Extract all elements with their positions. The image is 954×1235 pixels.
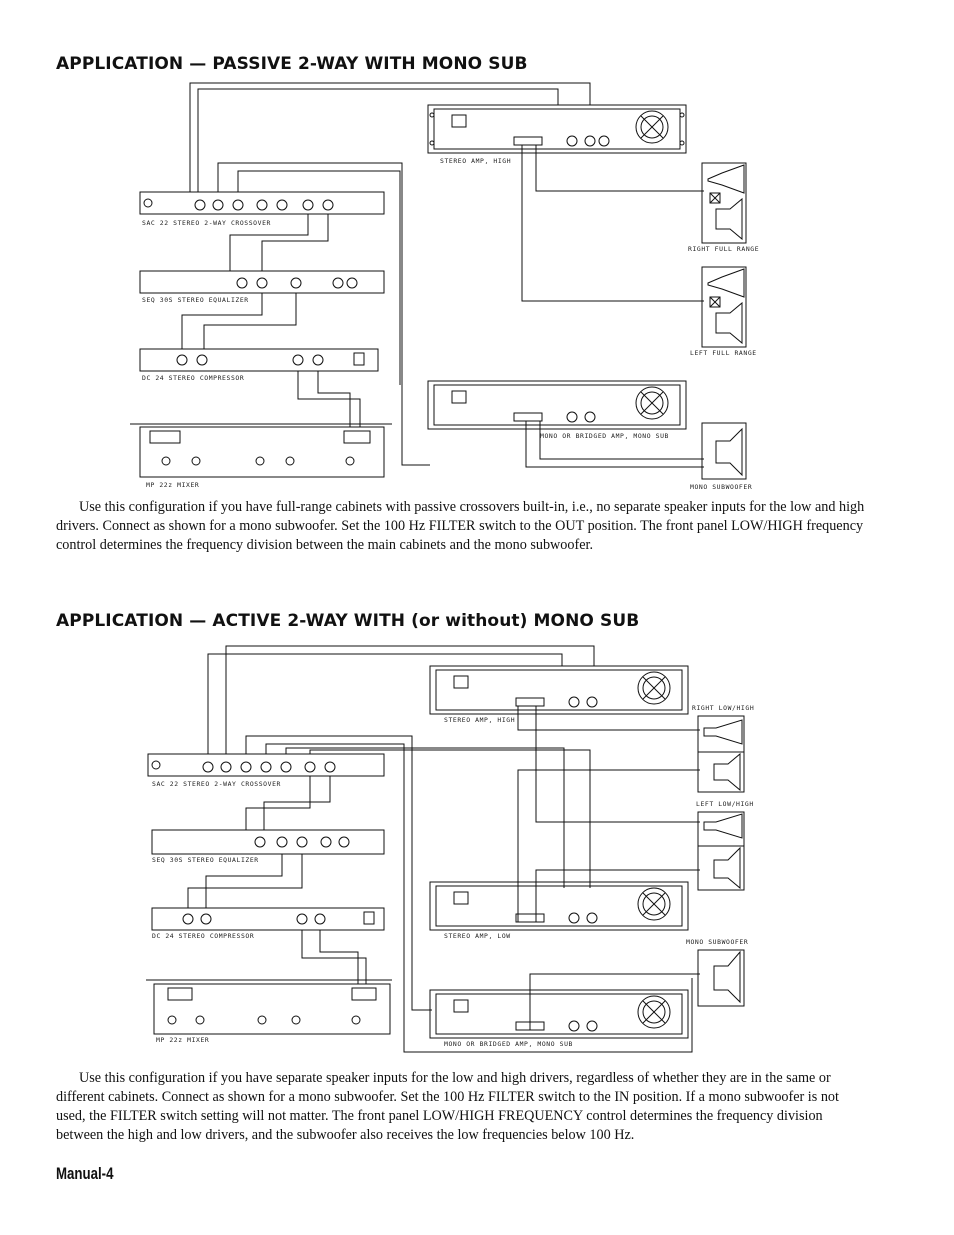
section1-paragraph: Use this configuration if you have full-range cabinets with passive crossovers built-in, i.e., no separate speaker inputs for the low and high drivers. Connect as shown for a mono subwoofer. Set the 100 Hz FILTER switch to the OUT position. The front panel LOW/HIGH frequency control determines the frequency division between the main cabinets and the mono subwoofer.	[56, 499, 865, 553]
equalizer-label: SEQ 30S STEREO EQUALIZER	[142, 296, 249, 304]
compressor-unit	[140, 349, 378, 371]
left-low-speaker	[698, 846, 744, 890]
crossover-label: SAC 22 STEREO 2-WAY CROSSOVER	[142, 219, 271, 227]
crossover2-unit	[148, 754, 384, 776]
amp-high-label: STEREO AMP, HIGH	[440, 157, 512, 165]
section2-heading: APPLICATION — ACTIVE 2-WAY WITH (or without) MONO SUB	[56, 611, 640, 631]
right2-label: RIGHT LOW/HIGH	[692, 704, 755, 712]
equalizer2-label: SEQ 30S STEREO EQUALIZER	[152, 856, 259, 864]
compressor-label: DC 24 STEREO COMPRESSOR	[142, 374, 245, 382]
amp2-low-unit	[430, 882, 688, 930]
right-speaker	[702, 163, 746, 243]
equalizer-unit	[140, 271, 384, 293]
right-low-speaker	[698, 752, 744, 792]
left-speaker	[702, 267, 746, 347]
amp2-low-label: STEREO AMP, LOW	[444, 932, 511, 940]
sub2-label: MONO SUBWOOFER	[686, 938, 749, 946]
left-label: LEFT FULL RANGE	[690, 349, 757, 357]
sub-speaker	[702, 423, 746, 479]
active-diagram	[0, 640, 954, 1060]
amp-high-unit	[428, 105, 686, 153]
amp2-high-label: STEREO AMP, HIGH	[444, 716, 516, 724]
sub-label: MONO SUBWOOFER	[690, 483, 753, 491]
crossover2-label: SAC 22 STEREO 2-WAY CROSSOVER	[152, 780, 281, 788]
compressor2-label: DC 24 STEREO COMPRESSOR	[152, 932, 255, 940]
amp2-sub-unit	[430, 990, 688, 1038]
left2-label: LEFT LOW/HIGH	[696, 800, 754, 808]
mixer2-unit	[146, 980, 392, 1034]
mixer2-label: MP 22z MIXER	[156, 1036, 210, 1044]
section1-heading: APPLICATION — PASSIVE 2-WAY WITH MONO SUB	[56, 54, 528, 74]
page-number: Manual-4	[56, 1164, 114, 1183]
mixer-label: MP 22z MIXER	[146, 481, 200, 489]
section2-paragraph: Use this configuration if you have separate speaker inputs for the low and high drivers, regardless of whether they are in the same or different cabinets. Connect as shown for a mono subwoofer. Set the 100 Hz FILTER switch to the IN position. If a mono subwoofer is not used, the FILTER switch setting will not matter. The front panel LOW/HIGH FREQUENCY control determines the frequency division between the high and low drivers, and the subwoofer also receives the low frequencies below 100 Hz.	[56, 1070, 839, 1143]
right-high-speaker	[698, 716, 744, 752]
equalizer2-unit	[152, 830, 384, 854]
crossover-unit	[140, 192, 384, 214]
passive-diagram	[0, 75, 954, 495]
sub2-speaker	[698, 950, 744, 1006]
amp2-high-unit	[430, 666, 688, 714]
right-label: RIGHT FULL RANGE	[688, 245, 760, 253]
amp-sub-label: MONO OR BRIDGED AMP, MONO SUB	[540, 432, 669, 440]
mixer-unit	[130, 424, 392, 477]
amp-sub-unit	[428, 381, 686, 429]
amp2-sub-label: MONO OR BRIDGED AMP, MONO SUB	[444, 1040, 573, 1048]
compressor2-unit	[152, 908, 384, 930]
left-high-speaker	[698, 812, 744, 846]
